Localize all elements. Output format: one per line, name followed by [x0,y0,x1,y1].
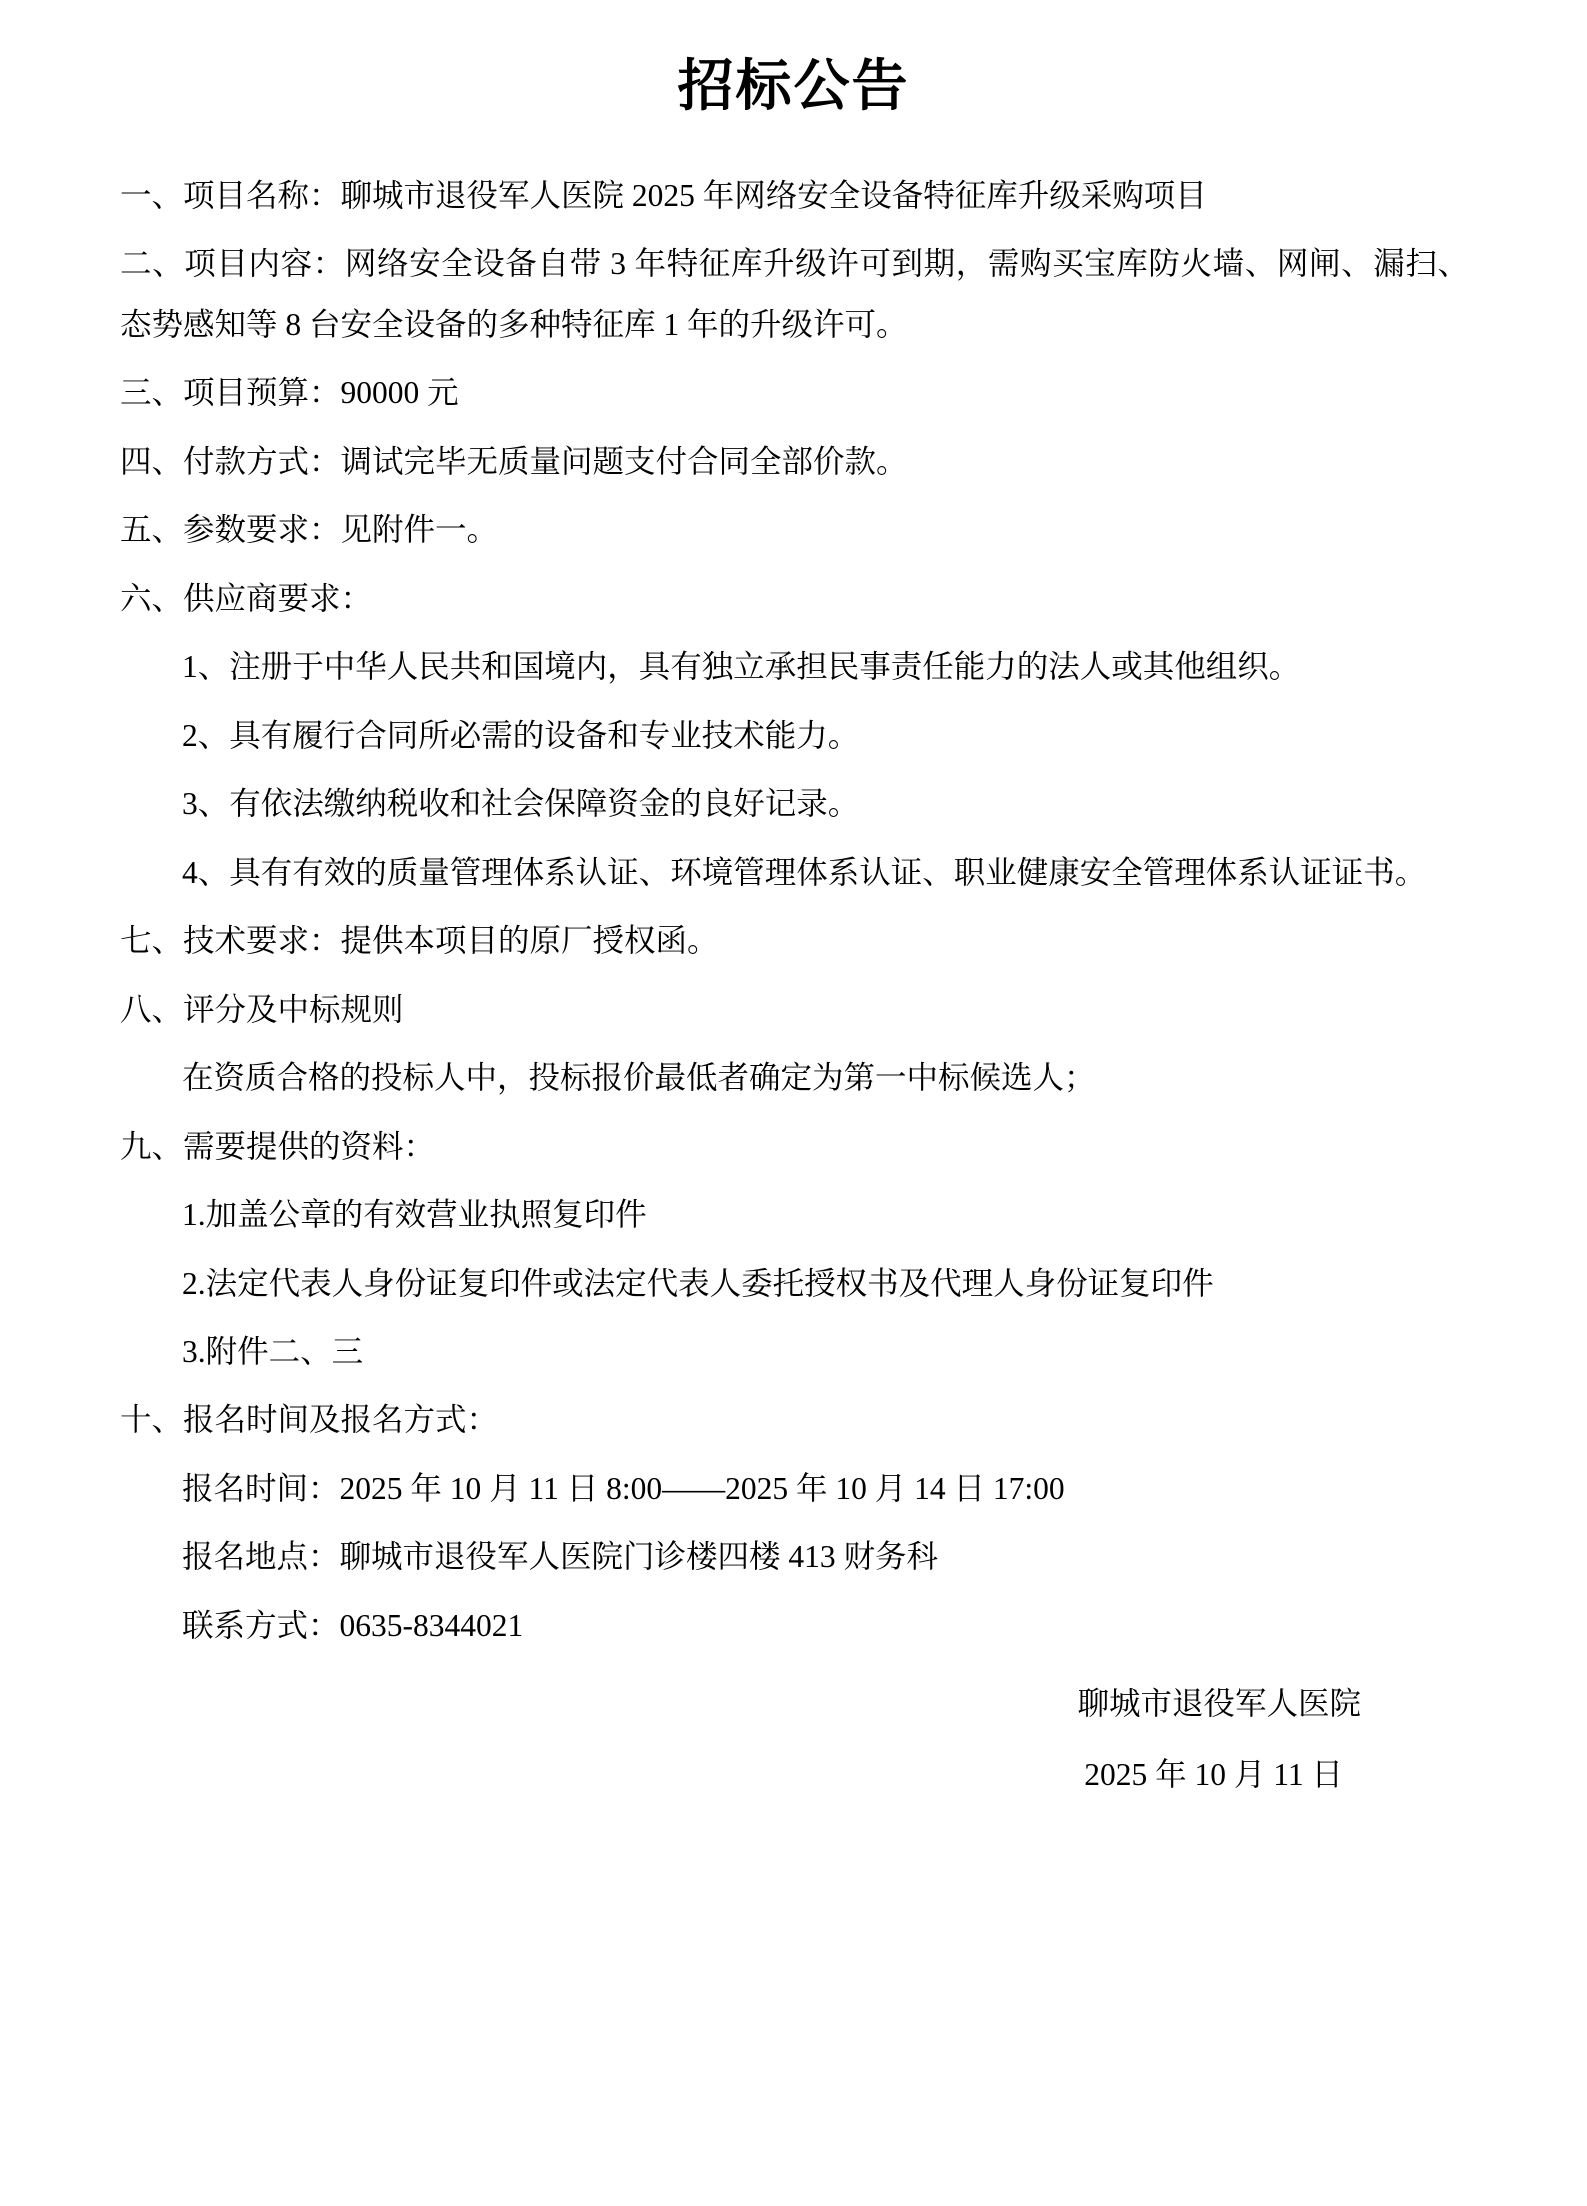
paragraph-project-content: 二、项目内容：网络安全设备自带 3 年特征库升级许可到期，需购买宝库防火墙、网闸、漏扫、态势感知等 8 台安全设备的多种特征库 1 年的升级许可。 [120,246,1469,342]
supplier-requirement-item-3: 3、有依法缴纳税收和社会保障资金的良好记录。 [182,786,860,822]
paragraph-parameter-requirements: 五、参数要求：见附件一。 [120,512,499,548]
required-material-item-1: 1.加盖公章的有效营业执照复印件 [182,1197,647,1233]
paragraph-scoring-rules-heading: 八、评分及中标规则 [120,991,404,1027]
supplier-requirement-item-2: 2、具有履行合同所必需的设备和专业技术能力。 [182,717,860,753]
registration-contact: 联系方式：0635-8344021 [182,1607,524,1643]
supplier-requirement-item-4: 4、具有有效的质量管理体系认证、环境管理体系认证、职业健康安全管理体系认证证书。 [182,854,1427,890]
required-material-item-3: 3.附件二、三 [182,1333,364,1369]
supplier-requirement-item-1: 1、注册于中华人民共和国境内，具有独立承担民事责任能力的法人或其他组织。 [182,649,1301,685]
paragraph-technical-requirements: 七、技术要求：提供本项目的原厂授权函。 [120,923,719,959]
signature-organization: 聊城市退役军人医院 [1077,1686,1361,1722]
registration-location: 报名地点：聊城市退役军人医院门诊楼四楼 413 财务科 [182,1539,939,1575]
paragraph-payment-method: 四、付款方式：调试完毕无质量问题支付合同全部价款。 [120,443,908,479]
paragraph-registration-heading: 十、报名时间及报名方式： [120,1402,499,1438]
paragraph-supplier-requirements-heading: 六、供应商要求： [120,580,373,616]
signature-date: 2025 年 10 月 11 日 [1084,1756,1343,1792]
paragraph-required-materials-heading: 九、需要提供的资料： [120,1128,436,1164]
paragraph-project-budget: 三、项目预算：90000 元 [120,375,459,411]
paragraph-project-name: 一、项目名称：聊城市退役军人医院 2025 年网络安全设备特征库升级采购项目 [120,178,1207,213]
page-title: 招标公告 [677,56,910,118]
scoring-rules-detail: 在资质合格的投标人中，投标报价最低者确定为第一中标候选人； [182,1060,1096,1096]
required-material-item-2: 2.法定代表人身份证复印件或法定代表人委托授权书及代理人身份证复印件 [182,1265,1214,1301]
signature-block [118,1674,1469,1805]
registration-time: 报名时间：2025 年 10 月 11 日 8:00——2025 年 10 月 14 日 17:00 [182,1470,1065,1506]
document-body [118,166,1469,1656]
